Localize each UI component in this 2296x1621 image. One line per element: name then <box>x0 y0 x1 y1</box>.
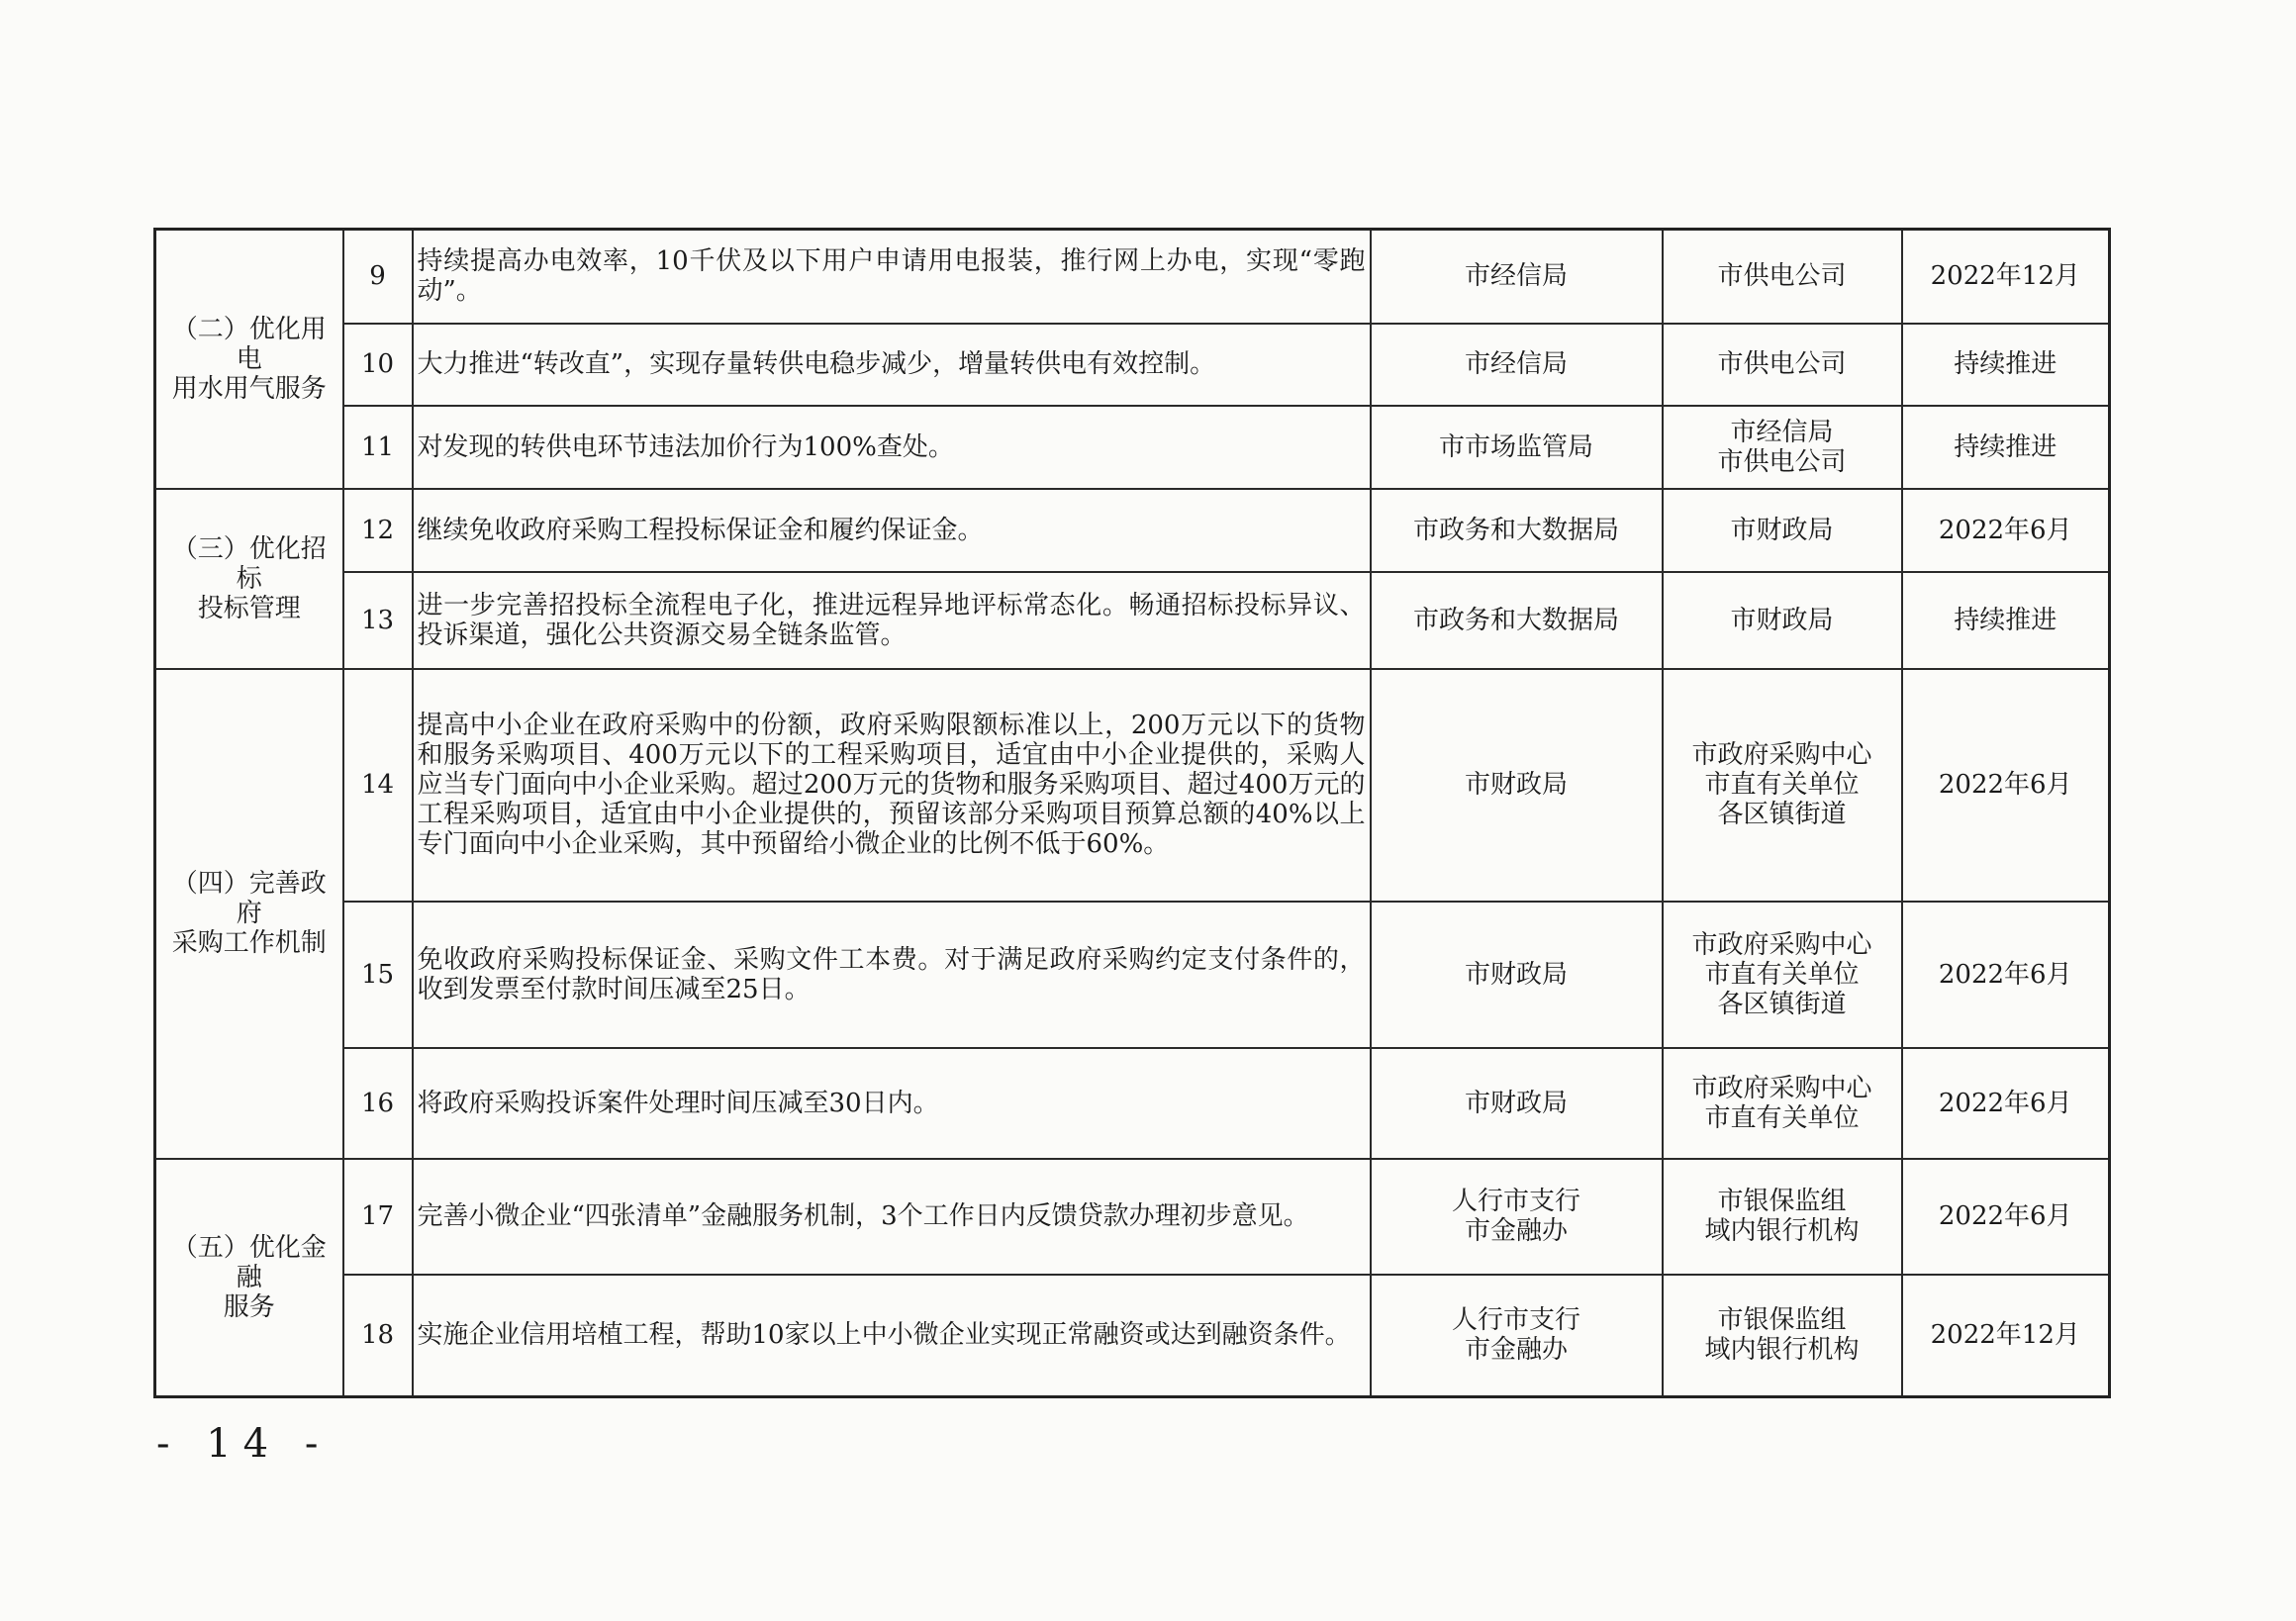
group-label-line: （三）优化招标 <box>171 533 327 594</box>
unit-line: 市银保监组 <box>1717 1305 1847 1336</box>
item-number: 18 <box>343 1275 413 1397</box>
coop-unit <box>1663 230 1902 324</box>
unit-line: 市政府采购中心 <box>1691 929 1872 960</box>
deadline: 2022年6月 <box>1902 1048 2110 1159</box>
item-number: 17 <box>343 1159 413 1275</box>
item-content: 提高中小企业在政府采购中的份额，政府采购限额标准以上，200万元以下的货物和服务采购项目、400万元以下的工程采购项目，适宜由中小企业提供的，采购人应当专门面向中小企业采购。超过200万元的货物和服务采购项目、超过400万元的工程采购项目，适宜由中小企业提供的，预留该部分采购项目预算总额的40%以上专门面向中小企业采购，其中预留给小微企业的比例不低于60%。 <box>413 669 1371 902</box>
lead-unit <box>1371 324 1663 406</box>
unit-line: 市政务和大数据局 <box>1412 515 1619 545</box>
lead-unit <box>1371 406 1663 489</box>
lead-unit <box>1371 1275 1663 1397</box>
coop-unit <box>1663 669 1902 902</box>
item-content: 完善小微企业“四张清单”金融服务机制，3个工作日内反馈贷款办理初步意见。 <box>413 1159 1371 1275</box>
page-number: - 14 - <box>156 1421 331 1467</box>
unit-line: 各区镇街道 <box>1717 989 1847 1019</box>
group-label-line: （五）优化金融 <box>171 1232 327 1292</box>
item-number: 10 <box>343 324 413 406</box>
item-content: 对发现的转供电环节违法加价行为100%查处。 <box>413 406 1371 489</box>
unit-line: 市供电公司 <box>1717 349 1847 379</box>
unit-line: 域内银行机构 <box>1704 1335 1860 1366</box>
unit-line: 市供电公司 <box>1717 446 1847 477</box>
unit-line: 市银保监组 <box>1717 1187 1847 1216</box>
group-label-line: 服务 <box>223 1291 275 1322</box>
coop-unit <box>1663 489 1902 572</box>
lead-unit <box>1371 1048 1663 1159</box>
group-label-line: （四）完善政府 <box>171 869 327 928</box>
deadline: 2022年6月 <box>1902 669 2110 902</box>
lead-unit <box>1371 572 1663 669</box>
table-row <box>155 406 2110 489</box>
unit-line: 域内银行机构 <box>1704 1216 1860 1246</box>
deadline: 2022年6月 <box>1902 902 2110 1048</box>
unit-line: 市金融办 <box>1464 1216 1568 1246</box>
item-number: 13 <box>343 572 413 669</box>
unit-line: 市经信局 <box>1730 417 1834 447</box>
deadline: 2022年12月 <box>1902 1275 2110 1397</box>
unit-line: 人行市支行 <box>1451 1187 1580 1216</box>
group-label-line: 采购工作机制 <box>171 928 327 958</box>
unit-line: 市市场监管局 <box>1438 431 1593 462</box>
table-row <box>155 1159 2110 1275</box>
deadline: 2022年6月 <box>1902 489 2110 572</box>
item-number: 15 <box>343 902 413 1048</box>
unit-line: 市财政局 <box>1464 770 1568 800</box>
deadline: 持续推进 <box>1902 406 2110 489</box>
coop-unit <box>1663 902 1902 1048</box>
lead-unit <box>1371 669 1663 902</box>
group-label-line: （二）优化用电 <box>171 314 327 374</box>
group-cell <box>155 489 343 669</box>
table-row <box>155 572 2110 669</box>
item-number: 12 <box>343 489 413 572</box>
unit-line: 市直有关单位 <box>1704 1102 1860 1133</box>
coop-unit <box>1663 1159 1902 1275</box>
table-row <box>155 489 2110 572</box>
group-cell <box>155 1159 343 1397</box>
unit-line: 市供电公司 <box>1717 261 1847 292</box>
table-row <box>155 324 2110 406</box>
unit-line: 各区镇街道 <box>1717 800 1847 829</box>
item-content: 持续提高办电效率，10千伏及以下用户申请用电报装，推行网上办电，实现“零跑动”。 <box>413 230 1371 324</box>
table-row <box>155 1275 2110 1397</box>
item-content: 进一步完善招投标全流程电子化，推进远程异地评标常态化。畅通招标投标异议、投诉渠道，强化公共资源交易全链条监管。 <box>413 572 1371 669</box>
table-row <box>155 1048 2110 1159</box>
group-label-line: 用水用气服务 <box>171 373 327 404</box>
lead-unit <box>1371 230 1663 324</box>
unit-line: 市政务和大数据局 <box>1412 605 1619 635</box>
item-number: 9 <box>343 230 413 324</box>
unit-line: 市财政局 <box>1730 515 1834 545</box>
item-content: 将政府采购投诉案件处理时间压减至30日内。 <box>413 1048 1371 1159</box>
coop-unit <box>1663 1048 1902 1159</box>
unit-line: 市财政局 <box>1464 959 1568 990</box>
unit-line: 市财政局 <box>1464 1088 1568 1118</box>
item-number: 16 <box>343 1048 413 1159</box>
coop-unit <box>1663 324 1902 406</box>
deadline: 持续推进 <box>1902 572 2110 669</box>
unit-line: 市财政局 <box>1730 605 1834 635</box>
table-row <box>155 669 2110 902</box>
group-cell <box>155 230 343 489</box>
table-row <box>155 902 2110 1048</box>
deadline: 2022年6月 <box>1902 1159 2110 1275</box>
item-content: 大力推进“转改直”，实现存量转供电稳步减少，增量转供电有效控制。 <box>413 324 1371 406</box>
item-number: 14 <box>343 669 413 902</box>
deadline: 持续推进 <box>1902 324 2110 406</box>
unit-line: 市金融办 <box>1464 1335 1568 1366</box>
lead-unit <box>1371 1159 1663 1275</box>
unit-line: 市直有关单位 <box>1704 770 1860 800</box>
lead-unit <box>1371 489 1663 572</box>
unit-line: 市经信局 <box>1464 261 1568 292</box>
unit-line: 人行市支行 <box>1451 1305 1580 1336</box>
group-cell <box>155 669 343 1159</box>
lead-unit <box>1371 902 1663 1048</box>
coop-unit <box>1663 406 1902 489</box>
table-row <box>155 230 2110 324</box>
item-content: 实施企业信用培植工程，帮助10家以上中小微企业实现正常融资或达到融资条件。 <box>413 1275 1371 1397</box>
unit-line: 市直有关单位 <box>1704 959 1860 990</box>
item-content: 继续免收政府采购工程投标保证金和履约保证金。 <box>413 489 1371 572</box>
unit-line: 市政府采购中心 <box>1691 740 1872 770</box>
group-label-line: 投标管理 <box>197 593 301 623</box>
unit-line: 市政府采购中心 <box>1691 1073 1872 1103</box>
item-content: 免收政府采购投标保证金、采购文件工本费。对于满足政府采购约定支付条件的，收到发票至付款时间压减至25日。 <box>413 902 1371 1048</box>
unit-line: 市经信局 <box>1464 349 1568 379</box>
task-table <box>153 228 2111 1398</box>
deadline: 2022年12月 <box>1902 230 2110 324</box>
coop-unit <box>1663 1275 1902 1397</box>
coop-unit <box>1663 572 1902 669</box>
item-number: 11 <box>343 406 413 489</box>
